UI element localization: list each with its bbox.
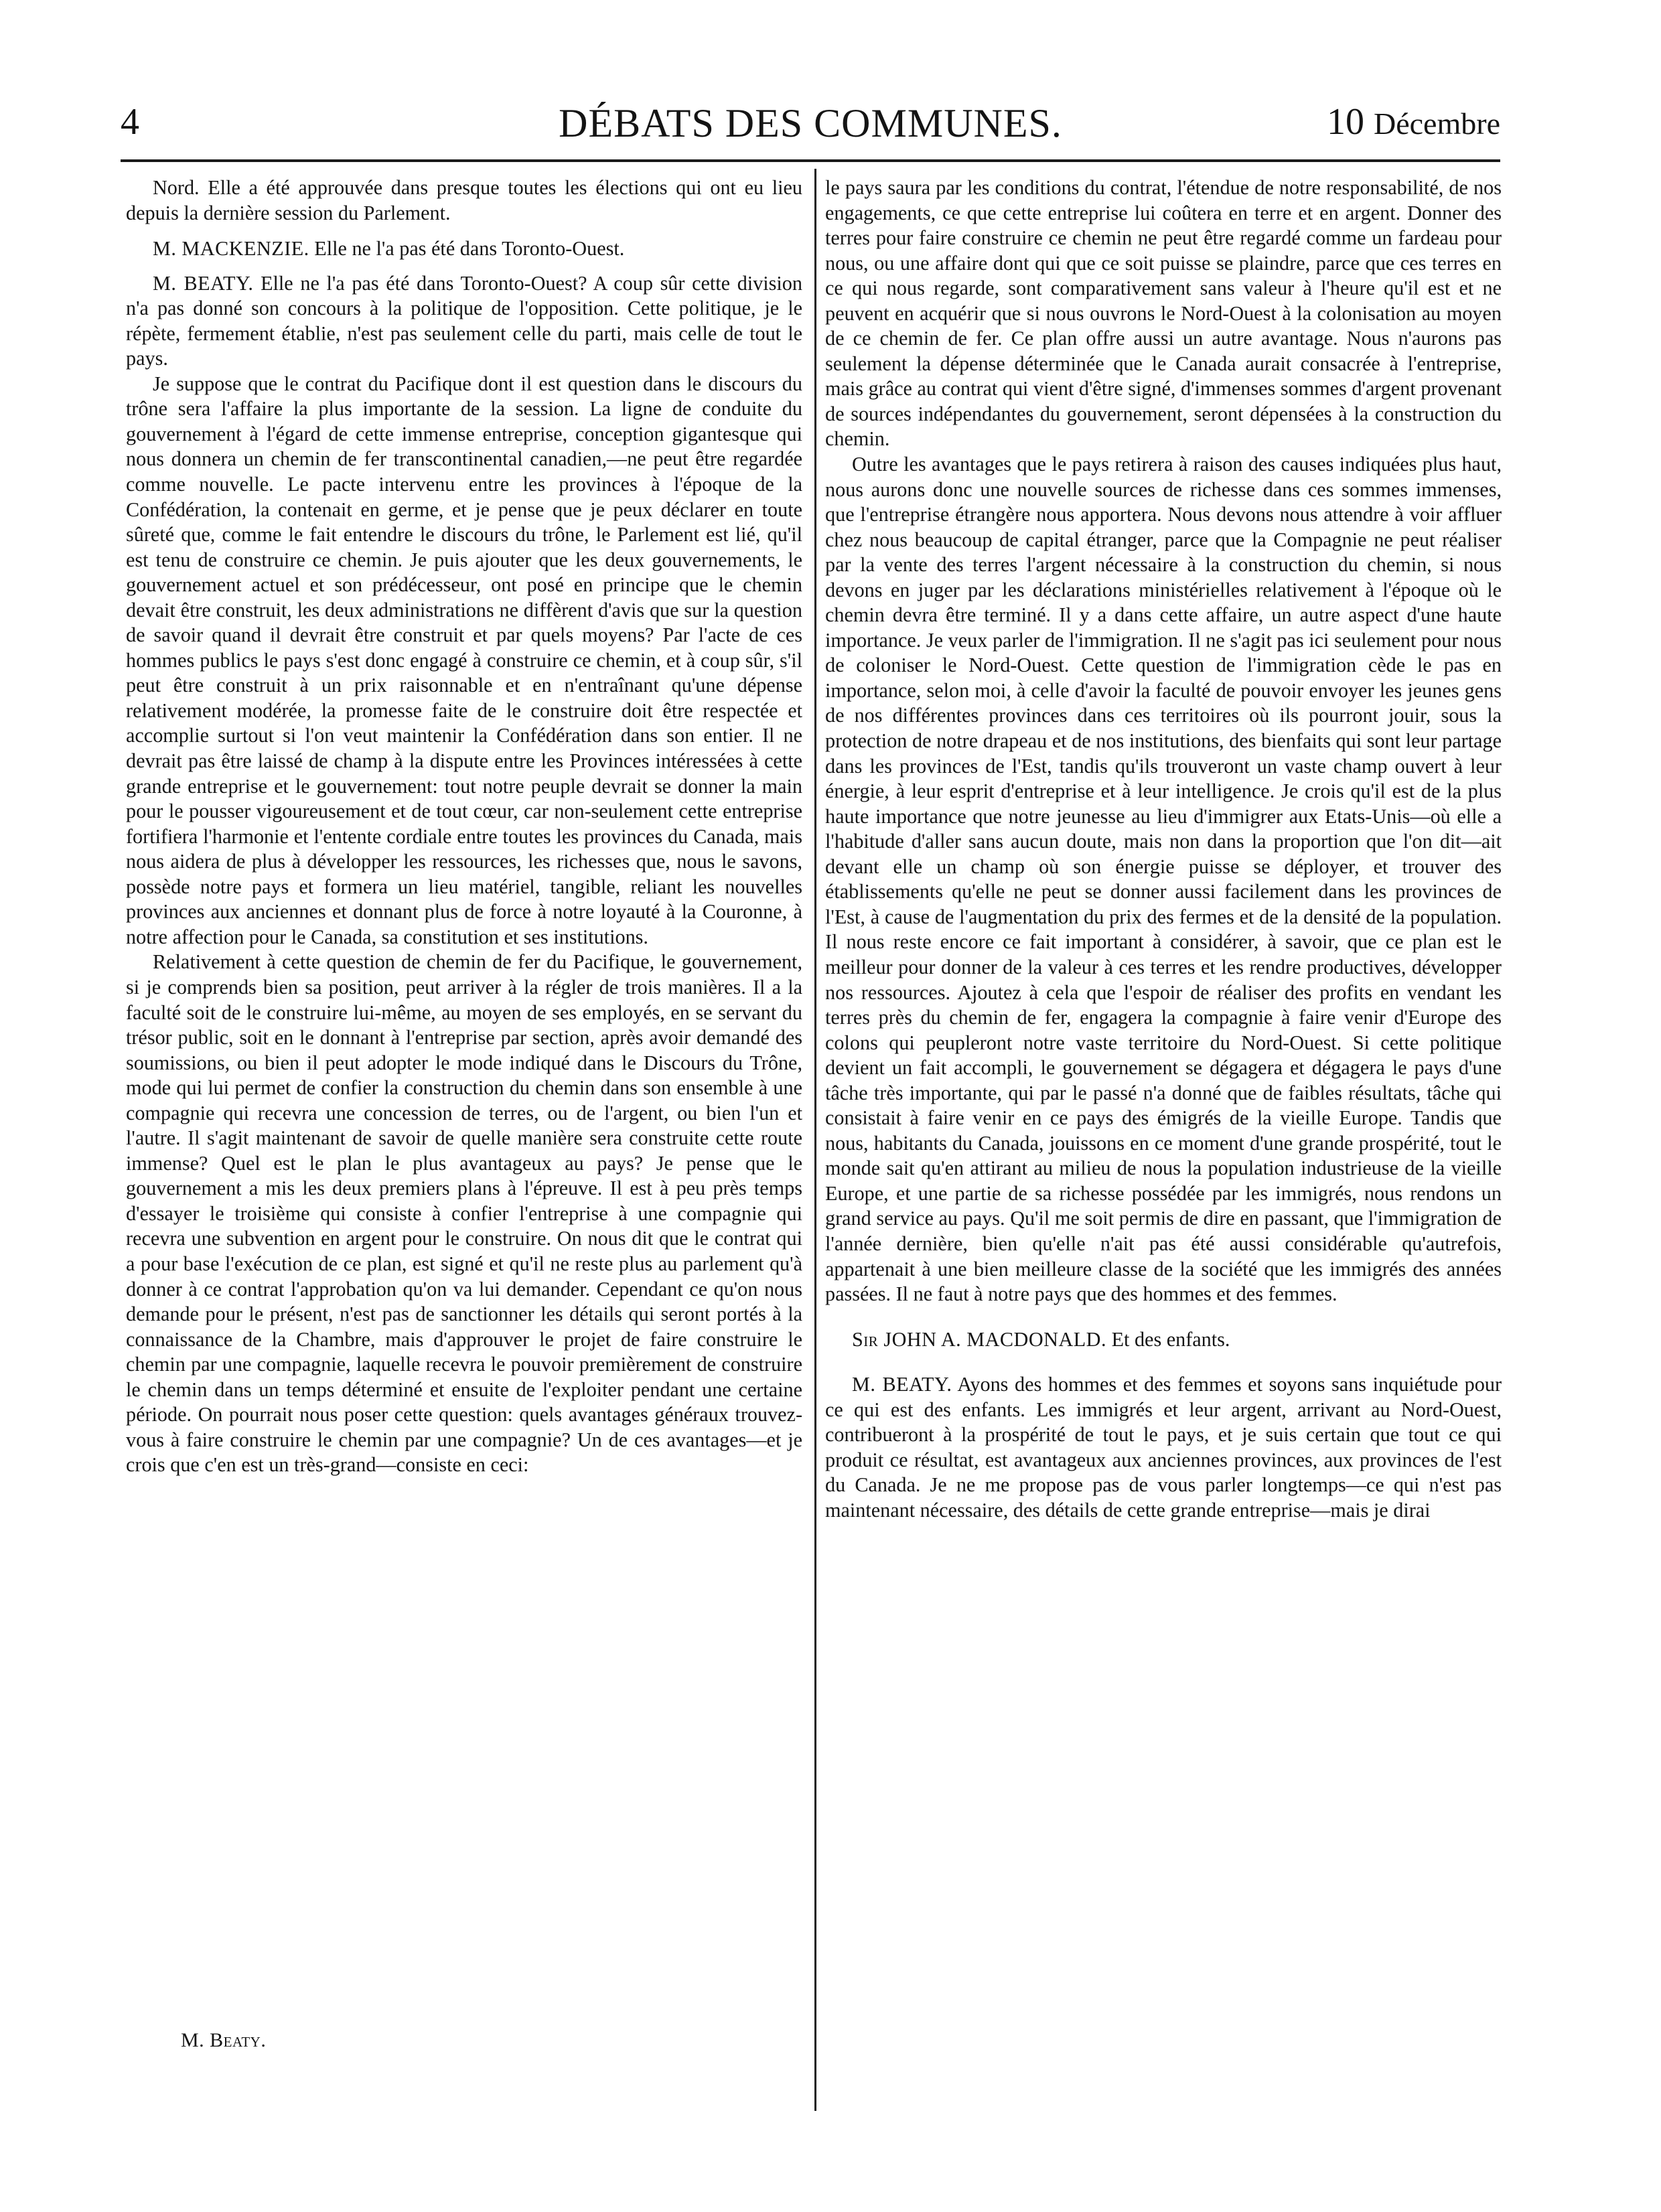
right-paragraph-1: le pays saura par les conditions du contrat, l'étendue de notre responsabilité, de nos engagements, ce que cette entreprise lui coûtera en terre et en argent. Donner des terres pour faire construire ce chemin ne peut être regardé comme un fardeau pour nous, ou une affaire dont qui que ce soit puisse se plaindre, parce que ces terres en ce qui nous regarde, sont comparativement sans valeur à l'heure qu'il est et ne peuvent en acquérir que si nous ouvrons le Nord-Ouest à la colonisation au moyen de ce chemin de fer. Ce plan offre aussi un autre avantage. Nous n'aurons pas seulement la dépense déterminée que le Canada aurait consacrée à l'entreprise, mais grâce au contrat qui vient d'être signé, d'immenses sommes d'argent provenant de sources indépendantes du gouvernement, seront dépensées à la construction du chemin. <box>825 176 1502 451</box>
right-column <box>825 175 1502 1523</box>
left-paragraph-4: Je suppose que le contrat du Pacifique dont il est question dans le discours du trône sera l'affaire la plus importante de la session. La ligne de conduite du gouvernement à l'égard de cette immense entreprise, conception gigantesque qui nous donnera un chemin de fer transcontinental canadien,—ne peut être regardée comme nouvelle. Le pacte intervenu entre les provinces à l'époque de la Confédération, la contenait en germe, et je pense que je peux déclarer en toute sûreté que, comme le fait entendre le discours du trône, le Parlement est lié, qu'il est tenu de construire ce chemin. Je puis ajouter que les deux gouvernements, le gouvernement actuel et son prédécesseur, ont posé en principe que le chemin devait être construit, les deux administrations ne diffèrent d'avis que sur la question de savoir quand il devrait être construit et par quels moyens? Par l'acte de ces hommes publics le pays s'est donc engagé à construire ce chemin, et à coup sûr, s'il peut être construit à un prix raisonnable et en n'entraînant qu'une dépense relativement modérée, la promesse faite de le construire doit être respectée et accomplie surtout si l'on veut maintenir la Confédération dans son entier. Il ne devrait pas être laissé de champ à la dispute entre les Provinces intéressées à cette grande entreprise et le gouvernement: tout notre peuple devrait se donner la main pour le pousser vigoureusement et de tout cœur, car non-seulement cette entreprise fortifiera l'harmonie et l'entente cordiale entre toutes les provinces du Canada, mais nous aidera de plus à développer les ressources, les richesses que, nous le savons, possède notre pays et formera un lieu matériel, tangible, reliant les nouvelles provinces aux anciennes et donnant plus de force à notre loyauté à la Couronne, à notre affection pour le Canada, sa constitution et ses institutions. <box>126 372 802 948</box>
speaker-name: Sir JOHN A. MACDONALD. <box>852 1327 1107 1351</box>
header-rule <box>121 159 1500 162</box>
left-paragraph-1: Nord. Elle a été approuvée dans presque toutes les élections qui ont eu lieu depuis la dernière session du Parlement. <box>126 176 802 224</box>
page-number: 4 <box>121 101 139 143</box>
right-paragraph-2: Outre les avantages que le pays retirera à raison des causes indiquées plus haut, nous aurons donc une nouvelle sources de richesse dans ces sommes immenses, que l'entreprise étrangère nous apportera. Nous devons nous attendre à voir affluer chez nous beaucoup de capital étranger, parce que la Compagnie ne peut réaliser par la vente des terres l'argent nécessaire à la construction du chemin, si nous devons en juger par les déclarations ministérielles relativement à l'époque où le chemin devra être terminé. Il y a dans cette affaire, un autre aspect d'une haute importance. Je veux parler de l'immigration. Il ne s'agit pas ici seulement pour nous de coloniser le Nord-Ouest. Cette question de l'immigration cède le pas en importance, selon moi, à celle d'avoir la faculté de pouvoir envoyer les jeunes gens de nos différentes provinces dans ces territoires où ils pourront jouir, sous la protection de notre drapeau et de nos institutions, des bienfaits qui sont leur partage dans les provinces de l'Est, tandis qu'ils trouveront un vaste champ ouvert à leur énergie, à leur esprit d'entreprise et à leur intelligence. Je crois qu'il est de la plus haute importance que notre jeunesse au lieu d'immigrer aux Etats-Unis—où elle a l'habitude d'aller sans aucun doute, mais non dans la proportion que l'on dit—ait devant elle un champ où son énergie puisse se déployer, et trouver des établissements qu'elle ne peut se donner aussi facilement dans les provinces de l'Est, à cause de l'augmentation du prix des fermes et de la densité de la population. Il nous reste encore ce fait important à considérer, à savoir, que ce plan est le meilleur pour donner de la valeur à ces terres et les rendre productives, développer nos ressources. Ajoutez à cela que l'espoir de réaliser des profits en vendant les terres près du chemin de fer, engagera la compagnie à faire venir d'Europe des colons qui peupleront notre vaste territoire du Nord-Ouest. Si cette politique devient un fait accompli, le gouvernement se dégagera et dégagera le pays d'une tâche très importante, qui par le passé n'a donné que de faibles résultats, tâche qui consistait à faire venir en ce pays des émigrés de la vieille Europe. Tandis que nous, habitants du Canada, jouissons en ce moment d'une grande prospérité, tout le monde sait qu'en attirant au milieu de nous la population industrieuse de la vieille Europe, et une partie de sa richesse possédée par les immigrés, nous rendons un grand service au pays. Qu'il me soit permis de dire en passant, que l'immigration de l'année dernière, bien qu'elle n'ait pas été aussi considérable qu'autrefois, appartenait à une bien meilleure classe de la société que les immigrés des années passées. Il ne faut à notre pays que des hommes et des femmes. <box>825 453 1502 1306</box>
speech-text: Elle ne l'a pas été dans Toronto-Ouest? A coup sûr cette division n'a pas donné son concours à la politique de l'opposition. Cette politique, je le répète, fermement établie, n'est pas seulement celle du parti, mais celle de tout le pays. <box>126 271 802 370</box>
date-month: Décembre <box>1374 106 1500 141</box>
column-divider <box>814 169 816 2111</box>
publication-title: DÉBATS DES COMMUNES. <box>559 101 1062 145</box>
speaker-name: M. BEATY. <box>852 1373 952 1396</box>
running-footer-speaker: M. Beaty. <box>181 2029 267 2051</box>
left-paragraph-2 <box>126 236 802 262</box>
right-paragraph-4 <box>825 1372 1502 1523</box>
speech-text: Elle ne l'a pas été dans Toronto-Ouest. <box>314 237 625 261</box>
left-paragraph-3 <box>126 271 802 372</box>
speech-text: Et des enfants. <box>1111 1327 1230 1351</box>
right-paragraph-3 <box>825 1327 1502 1353</box>
speaker-name: M. BEATY. <box>153 271 254 295</box>
page-header <box>121 100 1500 154</box>
date-day: 10 <box>1327 101 1364 143</box>
speech-text: Ayons des hommes et des femmes et soyons sans inquiétude pour ce qui est des enfants. Les immigrés et leur argent, arrivant au Nord-Ouest, contribueront à la prospérité de tout le pays, et je suis certain que tout ce qui produit ce résultat, est avantageux aux anciennes provinces, aux provinces de l'est du Canada. Je ne me propose pas de vous parler longtemps—ce qui n'est pas maintenant nécessaire, des détails de cette grande entreprise—mais je dirai <box>825 1373 1502 1522</box>
page-date <box>1327 100 1500 143</box>
speaker-name: M. MACKENZIE. <box>153 237 309 261</box>
left-paragraph-5: Relativement à cette question de chemin de fer du Pacifique, le gouvernement, si je comprends bien sa position, peut arriver à la régler de trois manières. Il a la faculté soit de le construire lui-même, au moyen de ses employés, en se servant du trésor public, soit en le donnant à l'entreprise par section, après avoir demandé des soumissions, ou bien il peut adopter le mode indiqué dans le Discours du Trône, mode qui lui permet de confier la construction du chemin dans son ensemble à une compagnie qui recevra une concession de terres, ou de l'argent, ou bien l'un et l'autre. Il s'agit maintenant de savoir de quelle manière sera construite cette route immense? Quel est le plan le plus avantageux au pays? Je pense que le gouvernement a mis les deux premiers plans à l'épreuve. Il est à peu près temps d'essayer le troisième qui consiste à confier l'entreprise à une compagnie qui recevra une subvention en argent pour le construire. On nous dit que le contrat qui a pour base l'exécution de ce plan, est signé et qu'il ne reste plus au parlement qu'à donner à ce contrat l'approbation qu'on va lui demander. Cependant ce qu'on nous demande pour le présent, n'est pas de sanctionner les détails qui seront portés à la connaissance de la Chambre, mais d'approuver le projet de faire construire le chemin par une compagnie, laquelle recevra le pouvoir premièrement de construire le chemin dans un temps déterminé et ensuite de l'exploiter pendant une certaine période. On pourrait nous poser cette question: quels avantages généraux trouvez-vous à faire construire le chemin par une compagnie? Un de ces avantages—et je crois que c'en est un très-grand—consiste en ceci: <box>126 950 802 1477</box>
left-column <box>126 175 802 1478</box>
